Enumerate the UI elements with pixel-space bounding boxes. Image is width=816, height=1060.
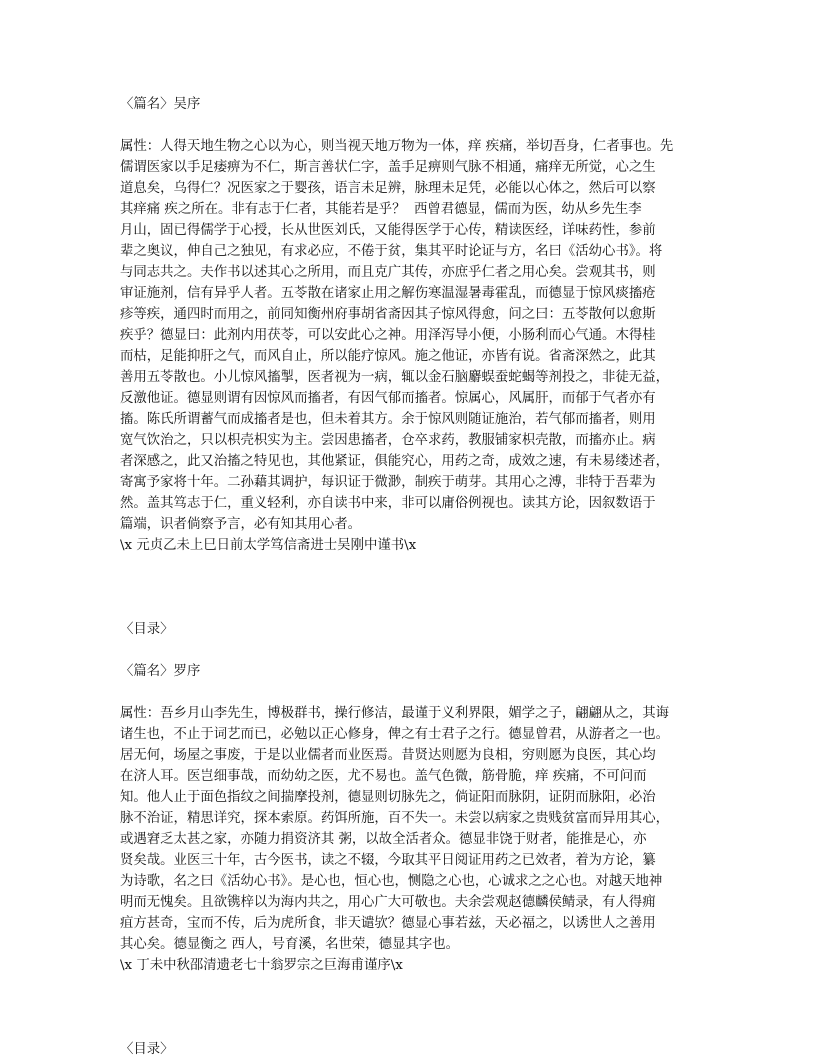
section-heading-wu-preface: 〈篇名〉吴序 xyxy=(120,97,201,112)
wu-preface-body xyxy=(120,136,704,535)
body-line: 其痒痛 疾之所在。非有志于仁者，其能若是乎？ 西曾君德显，儒而为医，幼从乡先生李 xyxy=(120,202,642,217)
body-line: 然。盖其笃志于仁，重义轻利，亦自读书中来，非可以庸俗例视也。读其方论，因叙数语于 xyxy=(120,496,656,511)
body-line: 篇端，识者倘察予言，必有知其用心者。 xyxy=(120,517,362,532)
body-line: 疹等疾，通四时而用之，前同知衡州府事胡省斋因其子惊风得愈，问之曰：五苓散何以愈斯 xyxy=(120,307,656,322)
luo-preface-body xyxy=(120,703,704,955)
body-line: 善用五苓散也。小儿惊风搐掣，医者视为一病，辄以金石脑麝蜈蚕蛇蝎等剂投之，非徒无益， xyxy=(120,370,670,385)
body-line: 明而无愧矣。且欲镌梓以为海内共之，用心广大可敬也。夫余尝观赵德麟侯鲭录，有人得痈 xyxy=(120,895,656,910)
body-line: 疾乎？德显曰：此剂内用茯苓，可以安此心之神。用泽泻导小便，小肠利而心气通。木得桂 xyxy=(120,328,656,343)
body-line: 反激他证。德显则谓有因惊风而搐者，有因气郁而搐者。惊属心，风属肝，而郁于气者亦有 xyxy=(120,391,656,406)
body-line: 与同志共之。夫作书以述其心之所用，而且克广其传，亦庶乎仁者之用心矣。尝观其书，则 xyxy=(120,265,656,280)
body-line: 在济人耳。医岂细事哉，而幼幼之医，尤不易也。盖气色微，筋骨脆，痒 疾痛，不可问而 xyxy=(120,769,647,784)
body-line: 审证施剂，信有异乎人者。五苓散在诸家止用之解伤寒温湿暑毒霍乱，而德显于惊风痰搐疮 xyxy=(120,286,656,301)
toc-link[interactable]: 〈目录〉 xyxy=(120,622,174,637)
spacer xyxy=(120,115,704,136)
body-line: 儒谓医家以手足痿痹为不仁，斯言善状仁字，盖手足痹则气脉不相通，痛痒无所觉，心之生 xyxy=(120,160,656,175)
spacer xyxy=(120,556,704,619)
body-line: 道息矣，乌得仁？况医家之于婴孩，语言未足辨，脉理未足凭，必能以心体之，然后可以察 xyxy=(120,181,656,196)
body-line: 搐。陈氏所谓蓄气而成搐者是也，但未着其方。余于惊风则随证施治，若气郁而搐者，则用 xyxy=(120,412,656,427)
wu-preface-signature: \x 元贞乙未上巳日前太学笃信斋进士吴刚中谨书\x xyxy=(120,538,417,553)
body-line: 宽气饮治之，只以枳壳枳实为主。尝因患搐者，仓卒求药，教服铺家枳壳散，而搐亦止。病 xyxy=(120,433,656,448)
body-line: 寄寓予家将十年。二孙藉其调护，每识证于微渺，制疾于萌芽。其用心之溥，非特于吾辈为 xyxy=(120,475,656,490)
body-line: 属性：吾乡月山李先生，博极群书，操行修洁，最谨于义利界限，媚学之子，翩翩从之，其诲 xyxy=(120,706,670,721)
section-heading-luo-preface: 〈篇名〉罗序 xyxy=(120,664,201,679)
body-line: 脉不治证，精思详究，探本索原。药饵所施，百不失一。未尝以病家之贵贱贫富而异用其心， xyxy=(120,811,670,826)
luo-preface-signature: \x 丁未中秋邵清遗老七十翁罗宗之巨海甫谨序\x xyxy=(120,958,403,973)
spacer xyxy=(120,682,704,703)
body-line: 者深感之，此又治搐之特见也，其他紧证，俱能究心，用药之奇，成效之速，有未易缕述者， xyxy=(120,454,670,469)
toc-link[interactable]: 〈目录〉 xyxy=(120,1042,174,1057)
document-page xyxy=(120,94,704,1060)
body-line: 辈之奥议，伸自己之独见，有求必应，不倦于贫，集其平时论证与方，名曰《活幼心书》。将 xyxy=(120,244,663,259)
body-line: 诸生也，不止于词艺而已，必勉以正心修身，俾之有士君子之行。德显曾君，从游者之一也。 xyxy=(120,727,670,742)
body-line: 月山，固已得儒学于心授，长从世医刘氏，又能得医学于心传，精读医经，详味药性，参前 xyxy=(120,223,656,238)
body-line: 疽方甚奇，宝而不传，后为虎所食，非天谴欤？德显心事若兹，天必福之，以诱世人之善用 xyxy=(120,916,656,931)
body-line: 而枯，足能抑肝之气，而风自止，所以能疗惊风。施之他证，亦皆有说。省斋深然之，此其 xyxy=(120,349,656,364)
body-line: 为诗歌，名之曰《活幼心书》。是心也，恒心也，恻隐之心也，心诚求之之心也。对越天地神 xyxy=(120,874,663,889)
body-line: 知。他人止于面色指纹之间揣摩投剂，德显则切脉先之，倘证阳而脉阴，证阴而脉阳，必治 xyxy=(120,790,656,805)
body-line: 其心矣。德显衡之 西人，号育溪，名世荣，德显其字也。 xyxy=(120,937,460,952)
spacer xyxy=(120,640,704,661)
body-line: 贤矣哉。业医三十年，古今医书，读之不辍，今取其平日阅证用药之已效者，着为方论，纂 xyxy=(120,853,656,868)
spacer xyxy=(120,976,704,1039)
body-line: 居无何，场屋之事废，于是以业儒者而业医焉。昔贤达则愿为良相，穷则愿为良医，其心均 xyxy=(120,748,656,763)
body-line: 属性：人得天地生物之心以为心，则当视天地万物为一体，痒 疾痛，举切吾身，仁者事也。先 xyxy=(120,139,674,154)
body-line: 或遇窘乏太甚之家，亦随力捐资济其 粥，以故全活者众。德显非饶于财者，能推是心，亦 xyxy=(120,832,647,847)
